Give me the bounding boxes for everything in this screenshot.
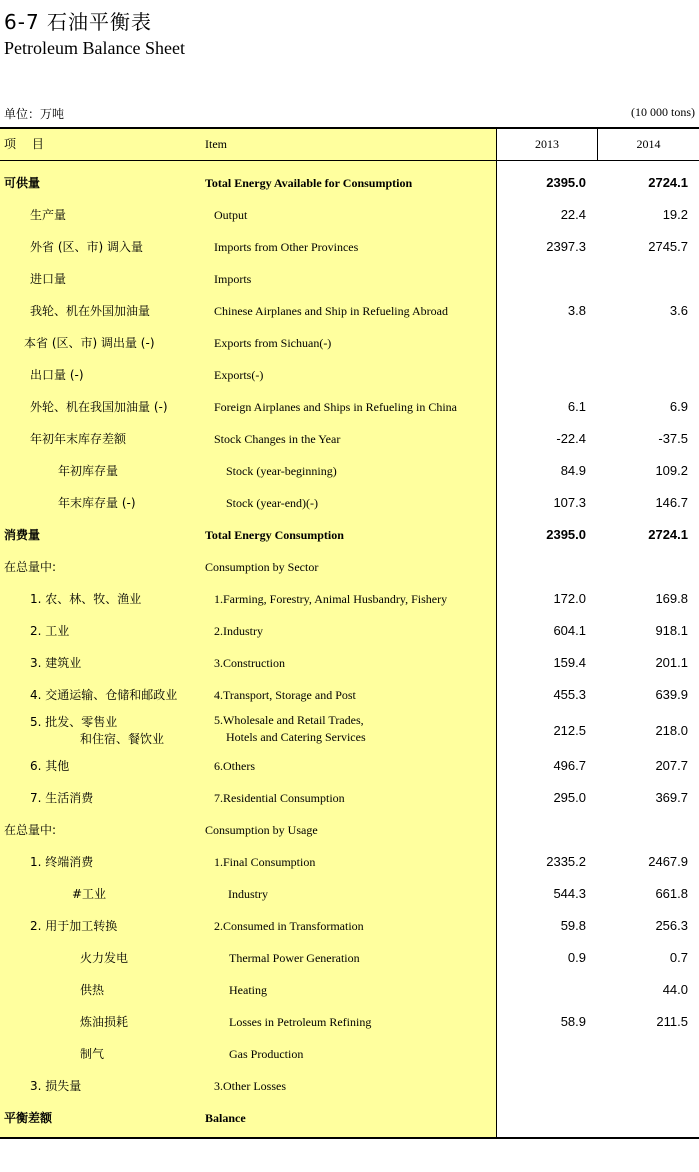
- row-label-cn: #工业: [72, 887, 107, 901]
- value-2014: 218.0: [655, 723, 688, 738]
- value-2014: 661.8: [655, 886, 688, 901]
- value-2014: 201.1: [655, 655, 688, 670]
- row-label-en: Losses in Petroleum Refining: [229, 1015, 372, 1029]
- row-label-en: Gas Production: [229, 1047, 304, 1061]
- row-label-cn: 出口量 (-): [30, 368, 84, 382]
- row-label-en: 6.Others: [214, 759, 255, 773]
- row-label-cn: 制气: [80, 1047, 105, 1061]
- row-label-en: 3.Other Losses: [214, 1079, 286, 1093]
- row-label-en: Output: [214, 208, 248, 222]
- row-label-cn: 7. 生活消费: [30, 791, 94, 805]
- row-label-cn: 外省 (区、市) 调入量: [30, 240, 143, 254]
- unit-label-en: (10 000 tons): [631, 105, 695, 119]
- table-row: [0, 910, 699, 942]
- row-label-en: Imports: [214, 272, 252, 286]
- row-label-cn: 生产量: [30, 208, 67, 222]
- table-row: [0, 750, 699, 782]
- table-row: [0, 551, 699, 583]
- value-2014: 19.2: [662, 207, 688, 222]
- header-item-en: Item: [205, 137, 227, 151]
- row-label-cn: 外轮、机在我国加油量 (-): [30, 400, 168, 414]
- row-label-cn: 可供量: [4, 176, 41, 190]
- value-2014: 44.0: [662, 982, 688, 997]
- page-title-cn: 6-7 石油平衡表: [4, 10, 153, 34]
- value-2014: 2724.1: [648, 175, 688, 190]
- row-label-cn: 供热: [80, 983, 105, 997]
- value-2013: -22.4: [556, 431, 586, 446]
- row-label-en: Foreign Airplanes and Ships in Refueling in China: [214, 400, 457, 414]
- value-2013: 6.1: [567, 399, 586, 414]
- table-row: [0, 327, 699, 359]
- row-label-en: 2.Industry: [214, 624, 263, 638]
- table-row: [0, 1102, 699, 1134]
- header-year-2013: 2013: [535, 137, 559, 151]
- table-row: [0, 295, 699, 327]
- header-year-2014: 2014: [636, 137, 661, 151]
- row-label-cn: 火力发电: [80, 951, 129, 965]
- row-label-en: Exports(-): [214, 368, 264, 382]
- value-2014: 2745.7: [648, 239, 688, 254]
- row-label-cn: 消费量: [4, 528, 41, 542]
- row-label-en-line2: Hotels and Catering Services: [226, 730, 366, 744]
- row-label-en: Total Energy Consumption: [205, 528, 344, 542]
- table-row: [0, 519, 699, 551]
- value-2014: 169.8: [655, 591, 688, 606]
- table-row: [0, 679, 699, 711]
- value-2014: 146.7: [655, 495, 688, 510]
- row-label-cn: 1. 终端消费: [30, 855, 94, 869]
- value-2013: 455.3: [553, 687, 586, 702]
- table-row: [0, 942, 699, 974]
- value-2013: 2335.2: [546, 854, 586, 869]
- value-2013: 107.3: [553, 495, 586, 510]
- value-2014: 369.7: [655, 790, 688, 805]
- row-label-cn: 3. 建筑业: [30, 656, 82, 670]
- value-2013: 22.4: [560, 207, 586, 222]
- table-row: [0, 615, 699, 647]
- row-label-cn: 4. 交通运输、仓储和邮政业: [30, 688, 178, 702]
- value-2013: 84.9: [560, 463, 586, 478]
- row-label-cn: 平衡差额: [4, 1111, 53, 1125]
- row-label-en: Chinese Airplanes and Ship in Refueling Abroad: [214, 304, 448, 318]
- value-2014: 207.7: [655, 758, 688, 773]
- row-label-cn: 2. 工业: [30, 624, 70, 638]
- value-2013: 159.4: [553, 655, 586, 670]
- row-label-en: 1.Final Consumption: [214, 855, 316, 869]
- row-label-en: 4.Transport, Storage and Post: [214, 688, 356, 702]
- table-row: [0, 359, 699, 391]
- value-2013: 58.9: [560, 1014, 586, 1029]
- value-2013: 604.1: [553, 623, 586, 638]
- row-label-en: Stock Changes in the Year: [214, 432, 341, 446]
- value-2014: 109.2: [655, 463, 688, 478]
- row-label-cn: 3. 损失量: [30, 1079, 82, 1093]
- row-label-cn: 炼油损耗: [80, 1015, 129, 1029]
- table-row: [0, 878, 699, 910]
- value-2013: 172.0: [553, 591, 586, 606]
- value-2013: 295.0: [553, 790, 586, 805]
- row-label-en: Stock (year-beginning): [226, 464, 337, 478]
- row-label-cn: 年末库存量 (-): [58, 496, 136, 510]
- table-header-rule: [0, 160, 699, 161]
- row-label-cn: 本省 (区、市) 调出量 (-): [24, 336, 155, 350]
- table-row: [0, 647, 699, 679]
- row-label-en: Thermal Power Generation: [229, 951, 360, 965]
- value-2014: 918.1: [655, 623, 688, 638]
- value-2013: 59.8: [560, 918, 586, 933]
- table-row: [0, 1070, 699, 1102]
- row-label-en: 7.Residential Consumption: [214, 791, 345, 805]
- row-label-en: Consumption by Sector: [205, 560, 319, 574]
- value-2014: 2467.9: [648, 854, 688, 869]
- row-label-cn: 在总量中:: [4, 560, 57, 574]
- table-row: [0, 974, 699, 1006]
- row-label-cn: 1. 农、林、牧、渔业: [30, 592, 142, 606]
- row-label-cn: 年初年末库存差额: [30, 432, 127, 446]
- table-row: [0, 263, 699, 295]
- table-row: [0, 1038, 699, 1070]
- row-label-cn: 在总量中:: [4, 823, 57, 837]
- table-row: [0, 455, 699, 487]
- value-2013: 2395.0: [546, 175, 586, 190]
- row-label-en: Total Energy Available for Consumption: [205, 176, 413, 190]
- value-2014: 0.7: [669, 950, 688, 965]
- value-2014: 2724.1: [648, 527, 688, 542]
- value-2013: 544.3: [553, 886, 586, 901]
- row-label-en: Heating: [229, 983, 267, 997]
- row-label-cn: 进口量: [30, 272, 67, 286]
- row-label-en: Industry: [228, 887, 268, 901]
- row-label-cn: 2. 用于加工转换: [30, 919, 118, 933]
- row-label-en: 3.Construction: [214, 656, 285, 670]
- header-item-cn: 项 目: [4, 137, 50, 151]
- row-label-cn: 5. 批发、零售业: [30, 715, 118, 729]
- table-row: [0, 391, 699, 423]
- value-2013: 0.9: [567, 950, 586, 965]
- table-bottom-rule: [0, 1137, 699, 1139]
- row-label-en: Exports from Sichuan(-): [214, 336, 332, 350]
- row-label-en: Balance: [205, 1111, 246, 1125]
- table-row: [0, 583, 699, 615]
- row-label-en: Consumption by Usage: [205, 823, 318, 837]
- row-label-cn: 6. 其他: [30, 759, 70, 773]
- value-2013: 3.8: [567, 303, 586, 318]
- table-row: [0, 199, 699, 231]
- value-2014: 211.5: [656, 1014, 688, 1029]
- value-2013: 212.5: [553, 723, 586, 738]
- table-row: [0, 423, 699, 455]
- value-2013: 496.7: [553, 758, 586, 773]
- row-label-en: Stock (year-end)(-): [226, 496, 319, 510]
- table-row: [0, 231, 699, 263]
- row-label-cn: 年初库存量: [58, 464, 119, 478]
- row-label-en: Imports from Other Provinces: [214, 240, 359, 254]
- balance-table: [0, 127, 699, 1139]
- page-title-en: Petroleum Balance Sheet: [4, 38, 185, 58]
- unit-label-cn: 单位：万吨: [4, 107, 65, 121]
- table-row: [0, 814, 699, 846]
- row-label-en: 1.Farming, Forestry, Animal Husbandry, Fishery: [214, 592, 448, 606]
- row-label-en: 5.Wholesale and Retail Trades,: [214, 713, 364, 727]
- row-label-cn: 我轮、机在外国加油量: [30, 304, 151, 318]
- table-row: [0, 167, 699, 199]
- table-row: [0, 846, 699, 878]
- value-2013: 2395.0: [546, 527, 586, 542]
- row-label-en: 2.Consumed in Transformation: [214, 919, 364, 933]
- value-2014: -37.5: [658, 431, 688, 446]
- value-2014: 256.3: [655, 918, 688, 933]
- value-2014: 639.9: [655, 687, 688, 702]
- table-row: [0, 782, 699, 814]
- value-2014: 6.9: [669, 399, 688, 414]
- row-label-cn-line2: 和住宿、餐饮业: [80, 732, 165, 746]
- table-row: [0, 1006, 699, 1038]
- table-row: [0, 487, 699, 519]
- value-2013: 2397.3: [546, 239, 586, 254]
- value-2014: 3.6: [669, 303, 688, 318]
- table-row: [0, 711, 699, 750]
